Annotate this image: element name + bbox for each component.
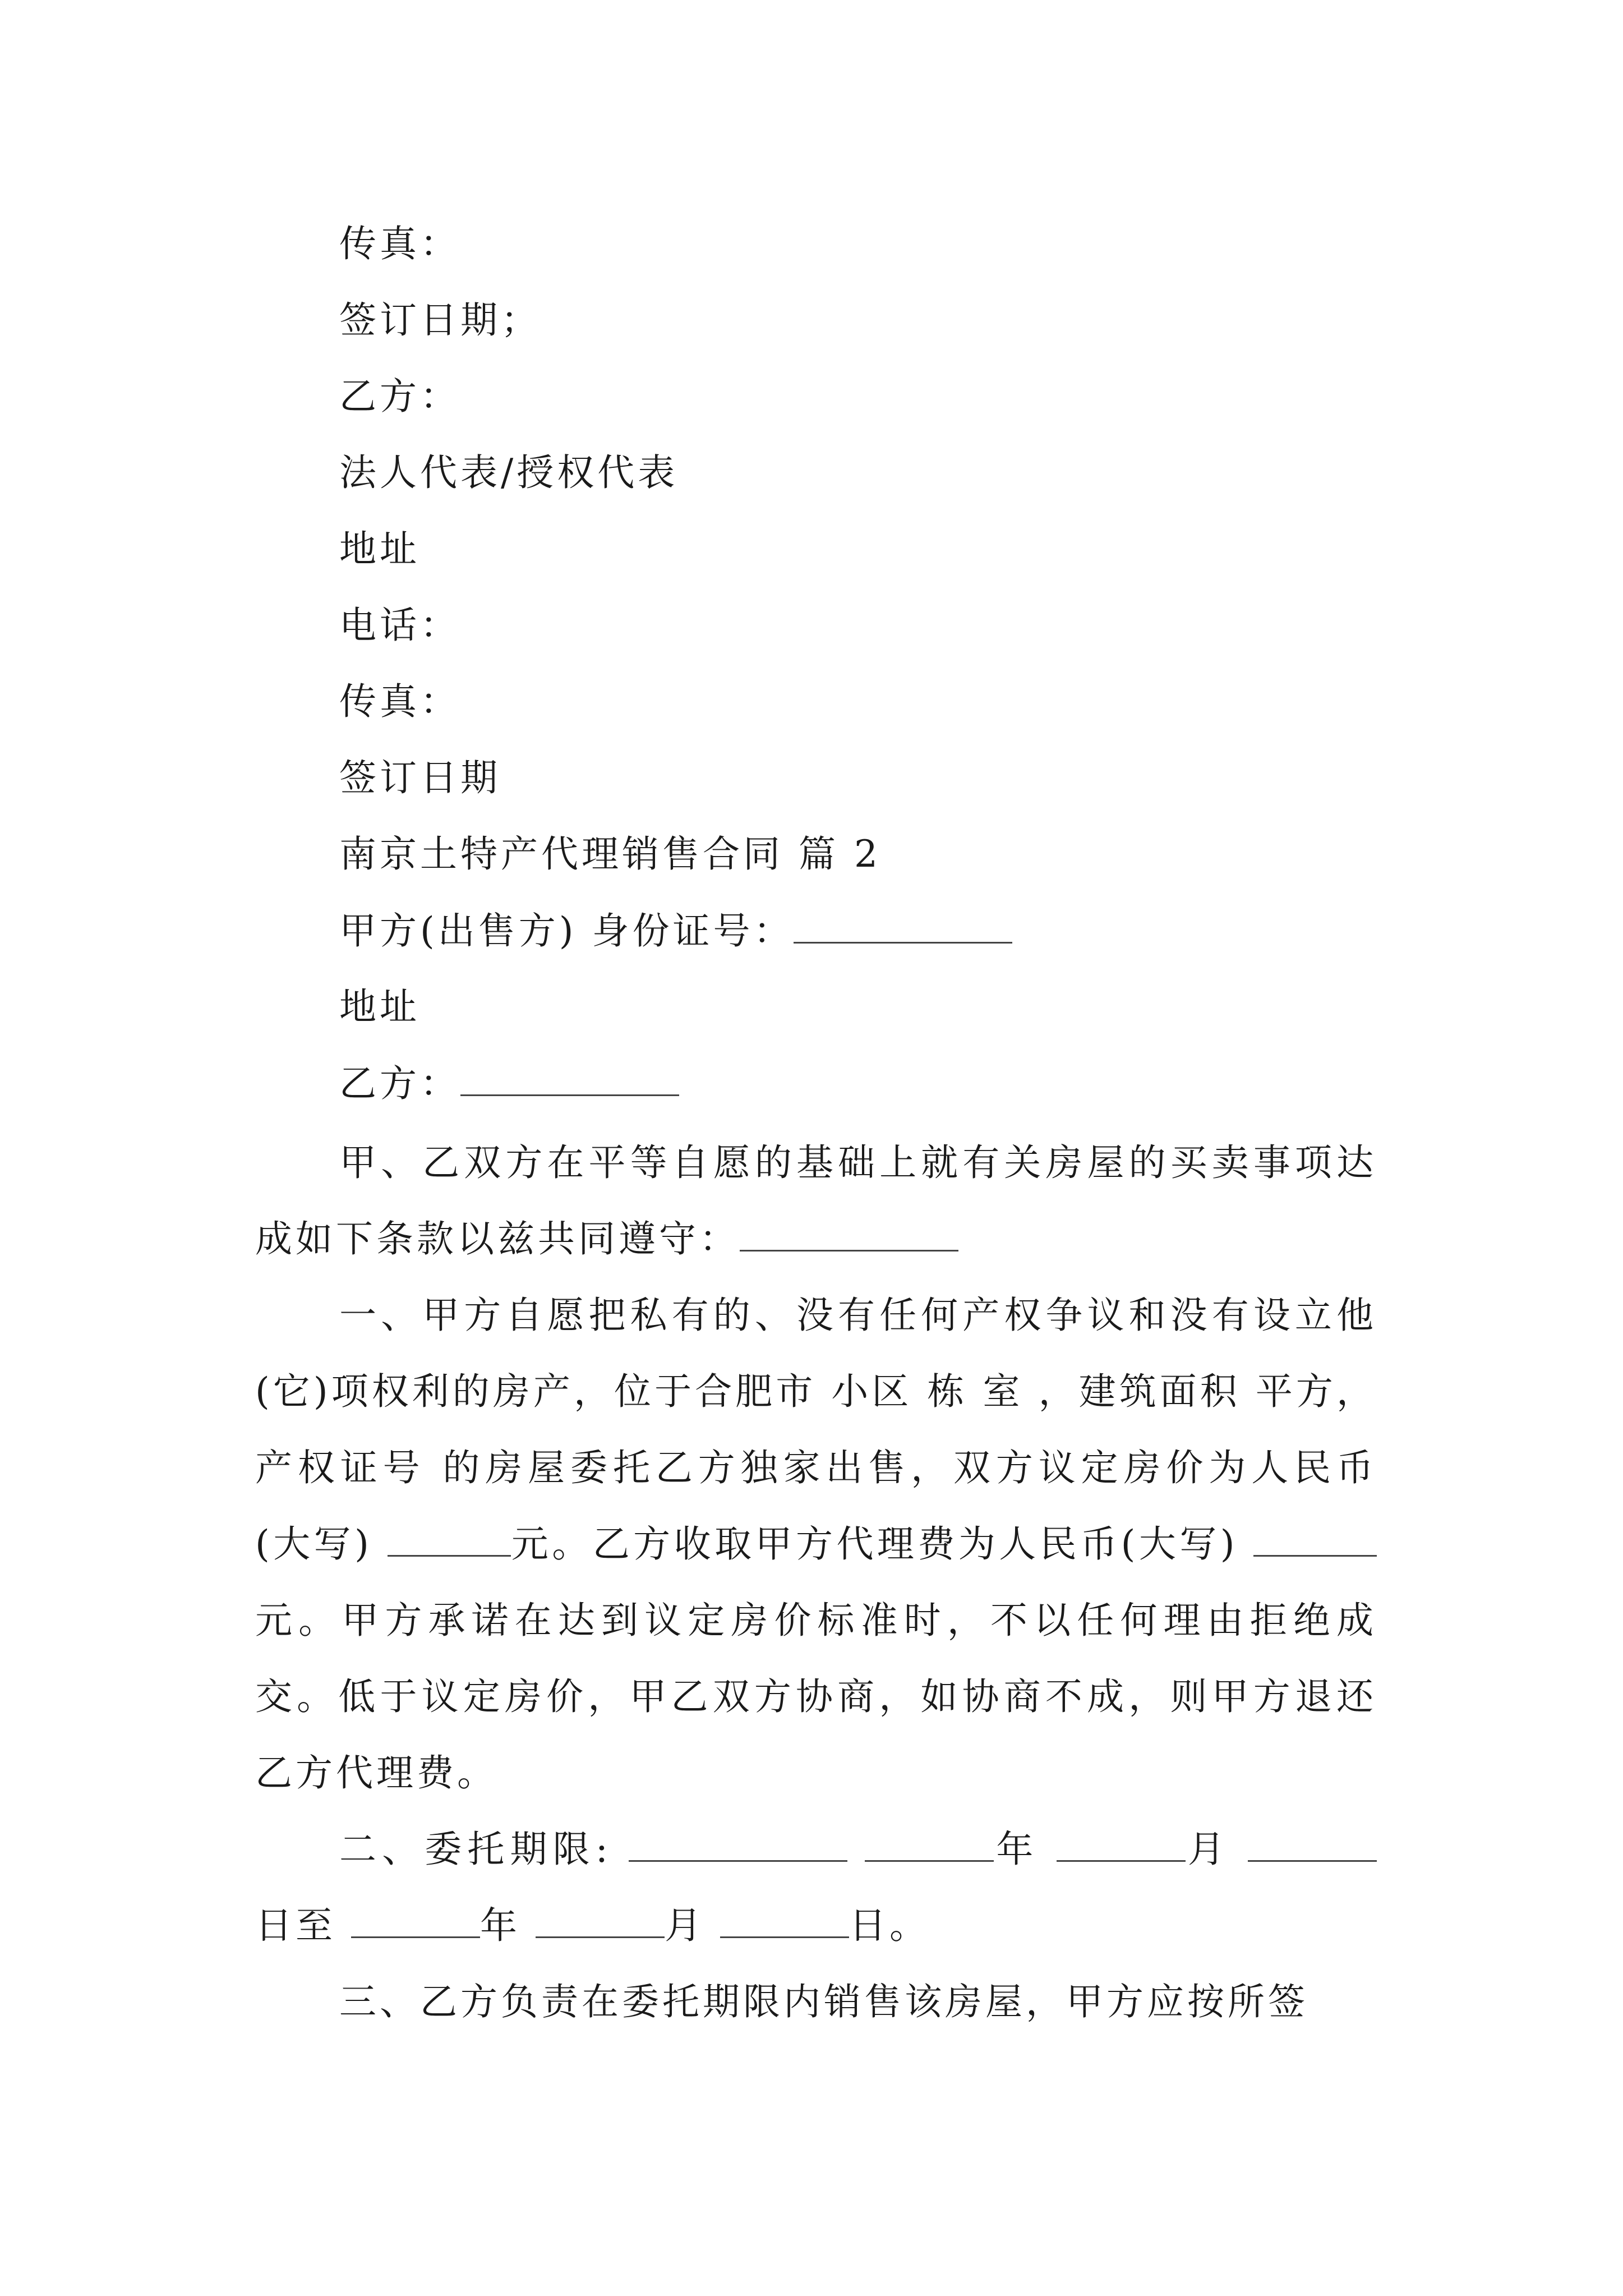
end-day-label: 日。 <box>849 1904 930 1947</box>
party-b-label: 乙方： <box>339 1062 460 1105</box>
address-line-1: 地址 <box>339 527 420 570</box>
clause-3-text: 三、乙方负责在委托期限内销售该房屋，甲方应按所签 <box>339 1980 1308 2023</box>
start-day-to-label: 日至 <box>255 1904 336 1947</box>
clause-1-text-c: 元。甲方承诺在达到议定房价标准时，不以任何理由拒绝成交。低于议定房价，甲乙双方协商，如协商不成，则甲方退还乙方代理费。 <box>255 1599 1377 1795</box>
legal-rep-line: 法人代表/授权代表 <box>339 451 679 494</box>
party-b-line-2 <box>339 1061 679 1106</box>
clause-3-paragraph <box>255 1964 1377 2040</box>
start-day-blank <box>1248 1826 1377 1862</box>
start-month-label: 月 <box>1185 1828 1230 1871</box>
sign-date-line-2: 签订日期 <box>339 756 501 799</box>
end-month-label: 月 <box>664 1904 705 1947</box>
address-line-2: 地址 <box>339 985 420 1028</box>
start-month-blank <box>1057 1826 1186 1862</box>
start-year-blank <box>865 1826 994 1862</box>
intro-paragraph <box>255 1125 1377 1277</box>
clause-1-text-b: 元。乙方收取甲方代理费为人民币(大写) <box>511 1522 1253 1566</box>
clause-1-text-a: 一、甲方自愿把私有的、没有任何产权争议和没有设立他(它)项权利的房产，位于合肥市 小区 栋 室 ，建筑面积 平方，产权证号 的房屋委托乙方独家出售，双方议定房价为人民币(大写) <box>255 1294 1377 1566</box>
price-blank <box>388 1521 511 1557</box>
end-month-blank <box>536 1903 665 1938</box>
fee-blank <box>1253 1521 1377 1557</box>
intro-text: 甲、乙双方在平等自愿的基础上就有关房屋的买卖事项达成如下条款以兹共同遵守： <box>255 1141 1377 1260</box>
phone-line: 电话： <box>339 604 460 647</box>
fax-line-1: 传真： <box>339 222 460 265</box>
clause-2-paragraph <box>255 1811 1377 1964</box>
contract-title-2: 南京土特产代理销售合同 篇 2 <box>339 832 881 876</box>
party-a-label: 甲方(出售方) 身份证号： <box>339 909 794 953</box>
end-year-blank <box>351 1903 480 1938</box>
clause-2-label: 二、委托期限: <box>339 1828 612 1871</box>
party-b-line-1: 乙方： <box>339 375 460 418</box>
clause-1-paragraph <box>255 1277 1377 1811</box>
fax-line-2: 传真： <box>339 680 460 723</box>
term-blank <box>629 1826 847 1862</box>
intro-blank <box>740 1216 958 1251</box>
party-a-line <box>339 908 1012 954</box>
end-day-blank <box>720 1903 849 1938</box>
start-year-label: 年 <box>994 1828 1039 1871</box>
sign-date-line-1: 签订日期； <box>339 298 541 342</box>
party-b-blank <box>460 1061 679 1096</box>
end-year-label: 年 <box>479 1904 520 1947</box>
id-number-blank <box>794 908 1012 944</box>
